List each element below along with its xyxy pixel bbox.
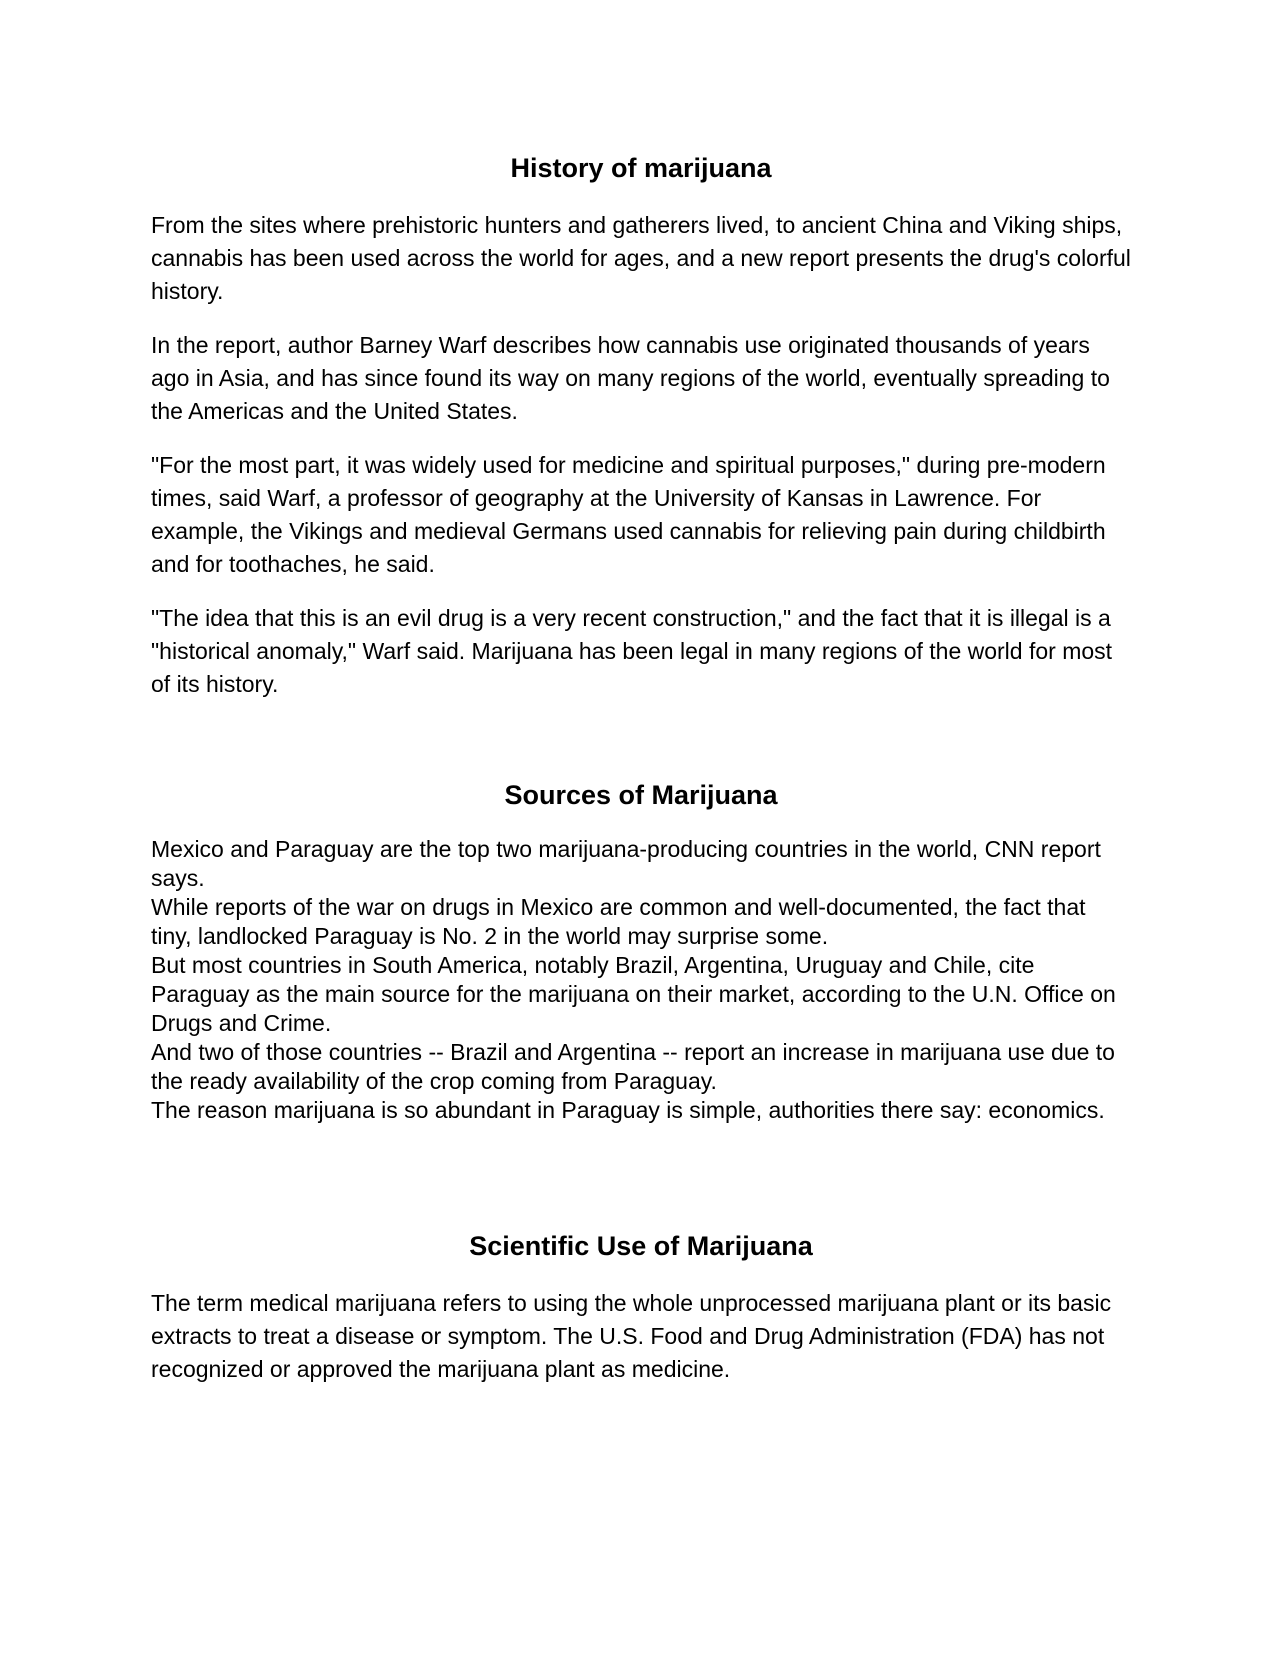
history-paragraph-4: "The idea that this is an evil drug is a very recent construction," and the fact that it is illegal is a "historical anomaly," Warf said. Marijuana has been legal in many regions of the world for most of its history.: [151, 605, 1113, 697]
sources-line-5: The reason marijuana is so abundant in Paraguay is simple, authorities there say: economics.: [151, 1097, 1105, 1123]
sources-line-1: Mexico and Paraguay are the top two marijuana-producing countries in the world, CNN report says.: [151, 836, 1101, 891]
history-paragraph-3: "For the most part, it was widely used for medicine and spiritual purposes," during pre-modern times, said Warf, a professor of geography at the University of Kansas in Lawrence. For example, the Vikings and medieval Germans used cannabis for relieving pain during childbirth and for toothaches, he said.: [151, 452, 1106, 577]
sources-line-2: While reports of the war on drugs in Mexico are common and well-documented, the fact that tiny, landlocked Paraguay is No. 2 in the world may surprise some.: [151, 894, 1086, 949]
sources-body: [151, 835, 1131, 1125]
history-heading: History of marijuana: [510, 153, 772, 183]
history-paragraph-2: In the report, author Barney Warf describes how cannabis use originated thousands of years ago in Asia, and has since found its way on many regions of the world, eventually spreading to the Americas and the United States.: [151, 332, 1110, 424]
sources-heading: Sources of Marijuana: [504, 780, 778, 810]
sources-line-4: And two of those countries -- Brazil and Argentina -- report an increase in marijuana use due to the ready availability of the crop coming from Paraguay.: [151, 1039, 1115, 1094]
sources-line-3: But most countries in South America, notably Brazil, Argentina, Uruguay and Chile, cite Paraguay as the main source for the marijuana on their market, according to the U.N. Office on Drugs and Crime.: [151, 952, 1116, 1036]
science-paragraph-1: The term medical marijuana refers to using the whole unprocessed marijuana plant or its basic extracts to treat a disease or symptom. The U.S. Food and Drug Administration (FDA) has not recognized or approved the marijuana plant as medicine.: [151, 1290, 1112, 1382]
history-paragraph-1: From the sites where prehistoric hunters and gatherers lived, to ancient China and Viking ships, cannabis has been used across the world for ages, and a new report presents the drug's colorful history.: [151, 212, 1131, 304]
science-heading: Scientific Use of Marijuana: [469, 1231, 813, 1261]
